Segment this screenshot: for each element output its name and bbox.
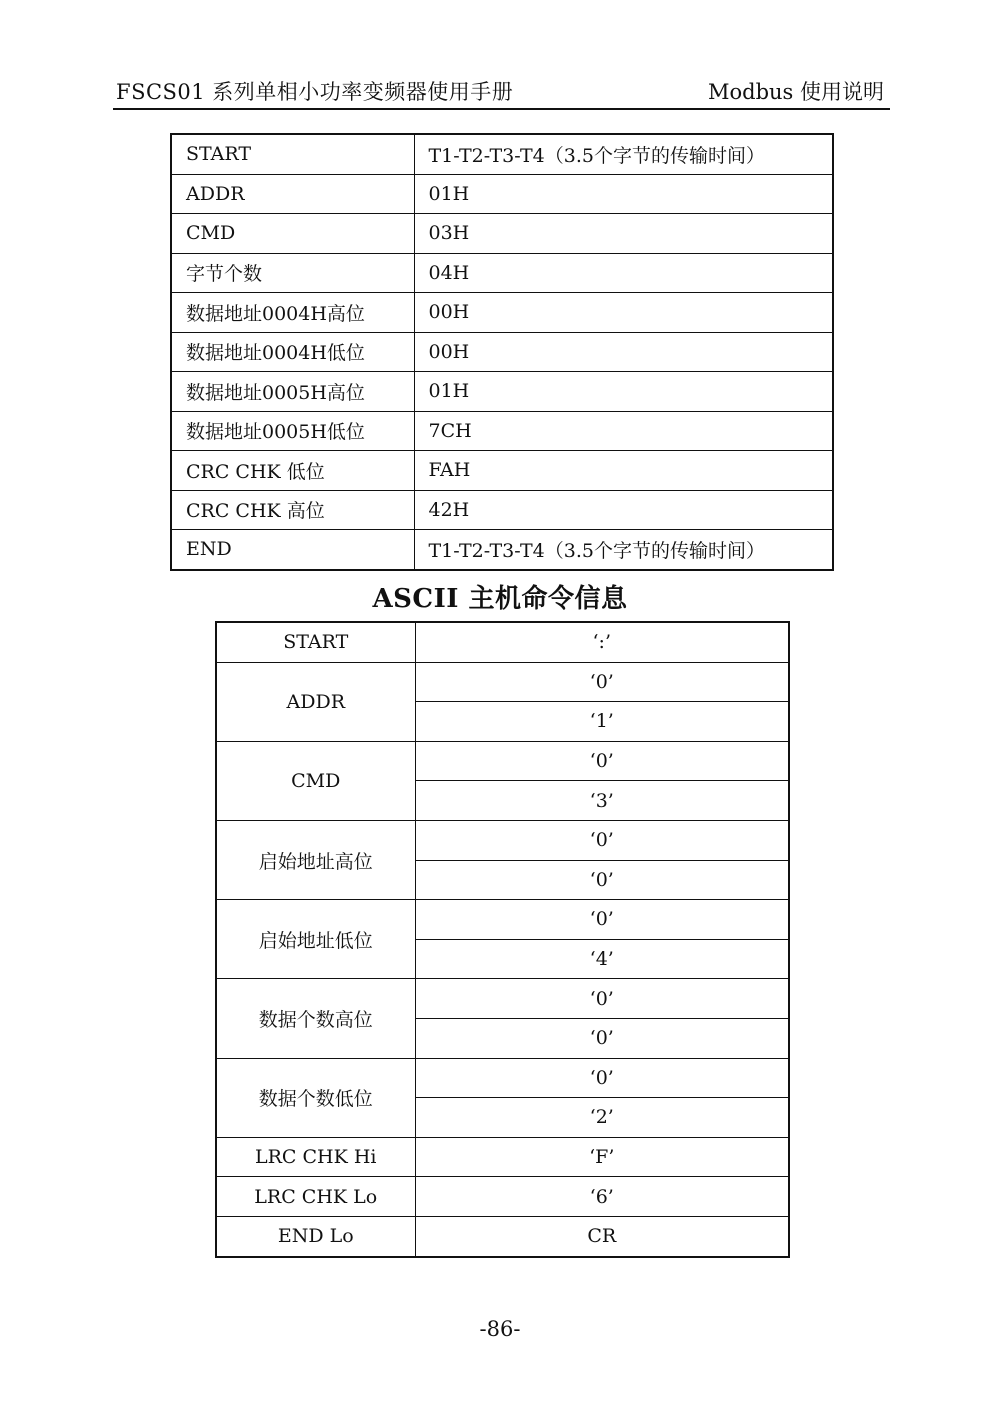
char-value-cell: ‘0’ [415, 1018, 789, 1058]
field-value-cell: FAH [414, 451, 833, 491]
chapter-title: Modbus 使用说明 [707, 80, 884, 104]
char-value-cell: ‘3’ [415, 781, 789, 821]
table-row [171, 332, 833, 372]
rtu-response-table [170, 133, 834, 571]
field-value-cell: 04H [414, 253, 833, 293]
field-value-cell: 00H [414, 332, 833, 372]
char-value-cell: ‘0’ [415, 820, 789, 860]
field-name-cell: END [171, 530, 414, 570]
char-value-cell: ‘0’ [415, 741, 789, 781]
char-value-cell: ‘0’ [415, 662, 789, 702]
table-row [216, 1177, 789, 1217]
table-row [216, 900, 789, 940]
table-row [171, 530, 833, 570]
field-name-cell: 数据地址0004H低位 [171, 332, 414, 372]
char-value-cell: ‘4’ [415, 939, 789, 979]
field-name-cell: 数据地址0005H高位 [171, 372, 414, 412]
field-value-cell: T1-T2-T3-T4（3.5个字节的传输时间） [414, 530, 833, 570]
field-value-cell: 42H [414, 490, 833, 530]
table-row [216, 741, 789, 781]
field-name-cell: START [171, 134, 414, 174]
field-name-cell: CMD [171, 214, 414, 254]
table-row [171, 174, 833, 214]
table-row [171, 293, 833, 333]
table-row [171, 451, 833, 491]
char-value-cell: ‘1’ [415, 702, 789, 742]
field-name-cell: 启始地址高位 [216, 820, 415, 899]
field-name-cell: 启始地址低位 [216, 900, 415, 979]
field-value-cell: 01H [414, 372, 833, 412]
table-row [171, 372, 833, 412]
char-value-cell: CR [415, 1216, 789, 1256]
field-name-cell: END Lo [216, 1216, 415, 1256]
field-value-cell: 00H [414, 293, 833, 333]
field-value-cell: 03H [414, 214, 833, 254]
char-value-cell: ‘0’ [415, 900, 789, 940]
field-name-cell: 数据地址0004H高位 [171, 293, 414, 333]
field-name-cell: 数据地址0005H低位 [171, 411, 414, 451]
field-name-cell: ADDR [171, 174, 414, 214]
section-title: ASCII 主机命令信息 [372, 584, 628, 614]
table-row [171, 134, 833, 174]
table-row [171, 253, 833, 293]
table-row [216, 662, 789, 702]
field-name-cell: START [216, 622, 415, 662]
char-value-cell: ‘F’ [415, 1137, 789, 1177]
table-row [216, 1137, 789, 1177]
table-row [171, 490, 833, 530]
field-name-cell: 数据个数低位 [216, 1058, 415, 1137]
field-value-cell: 7CH [414, 411, 833, 451]
char-value-cell: ‘2’ [415, 1098, 789, 1138]
char-value-cell: ‘0’ [415, 1058, 789, 1098]
page-header [113, 72, 890, 110]
field-name-cell: LRC CHK Lo [216, 1177, 415, 1217]
char-value-cell: ‘6’ [415, 1177, 789, 1217]
field-name-cell: LRC CHK Hi [216, 1137, 415, 1177]
table-row [216, 979, 789, 1019]
table-row [171, 411, 833, 451]
field-name-cell: 数据个数高位 [216, 979, 415, 1058]
field-name-cell: ADDR [216, 662, 415, 741]
table-row [216, 1058, 789, 1098]
char-value-cell: ‘0’ [415, 979, 789, 1019]
table-row [216, 622, 789, 662]
manual-title: FSCS01 系列单相小功率变频器使用手册 [116, 80, 514, 104]
table-row [216, 820, 789, 860]
field-name-cell: CMD [216, 741, 415, 820]
table-row [171, 214, 833, 254]
field-name-cell: CRC CHK 低位 [171, 451, 414, 491]
field-value-cell: 01H [414, 174, 833, 214]
char-value-cell: ‘0’ [415, 860, 789, 900]
ascii-command-table [215, 621, 790, 1258]
table-row [216, 1216, 789, 1256]
field-name-cell: 字节个数 [171, 253, 414, 293]
field-name-cell: CRC CHK 高位 [171, 490, 414, 530]
field-value-cell: T1-T2-T3-T4（3.5个字节的传输时间） [414, 134, 833, 174]
page-number: -86- [479, 1317, 521, 1341]
char-value-cell: ‘:’ [415, 622, 789, 662]
